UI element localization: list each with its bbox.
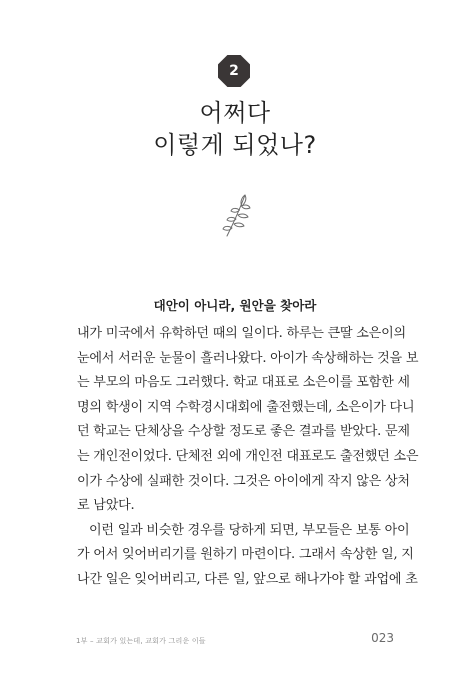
body-text (77, 322, 419, 593)
chapter-number-badge (218, 55, 250, 87)
chapter-title-line-2: 이렇게 되었나? (153, 131, 317, 159)
section-heading: 대안이 아니라, 원안을 찾아라 (153, 298, 317, 313)
running-head: 1부 – 교회가 있는데, 교회가 그리운 이들 (76, 637, 206, 645)
body-line: 이런 일과 비슷한 경우를 당하게 되면, 부모들은 보통 아이 (89, 522, 410, 538)
body-line: 는 개인전이었다. 단체전 외에 개인전 대표로도 출전했던 소은 (77, 448, 419, 464)
leaf-sprig-icon (218, 192, 252, 238)
chapter-title-line-1: 어쩌다 (199, 99, 271, 127)
body-line: 눈에서 서러운 눈물이 흘러나왔다. 아이가 속상해하는 것을 보 (77, 350, 419, 366)
body-line: 나간 일은 잊어버리고, 다른 일, 앞으로 해나가야 할 과업에 초 (77, 571, 418, 587)
body-line: 가 어서 잊어버리기를 원하기 마련이다. 그래서 속상한 일, 지 (77, 547, 414, 563)
body-line: 는 부모의 마음도 그러했다. 학교 대표로 소은이를 포함한 세 (77, 375, 410, 391)
body-line: 던 학교는 단체상을 수상할 정도로 좋은 결과를 받았다. 문제 (77, 424, 410, 440)
body-line: 명의 학생이 지역 수학경시대회에 출전했는데, 소은이가 다니 (77, 399, 415, 415)
chapter-number: 2 (229, 63, 239, 79)
body-line: 로 남았다. (77, 498, 135, 514)
body-line: 내가 미국에서 유학하던 때의 일이다. 하루는 큰딸 소은이의 (77, 326, 406, 341)
body-line: 이가 수상에 실패한 것이다. 그것은 아이에게 작지 않은 상처 (77, 473, 410, 489)
page-number: 023 (371, 631, 394, 645)
